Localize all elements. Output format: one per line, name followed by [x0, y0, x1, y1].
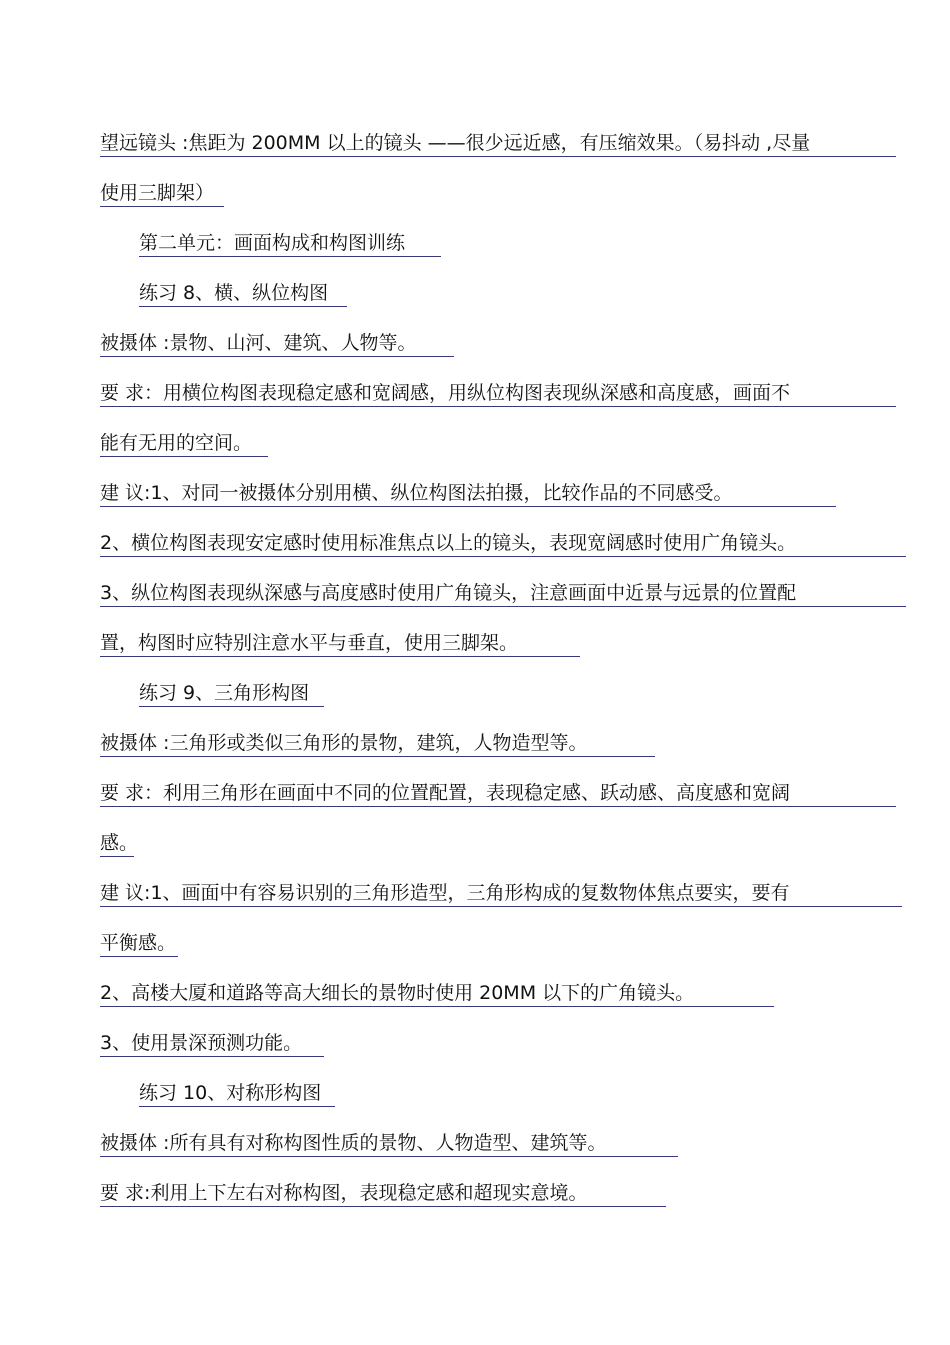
- text-line: 要 求：用横位构图表现稳定感和宽阔感，用纵位构图表现纵深感和高度感，画面不: [100, 380, 896, 407]
- text-line: 被摄体 :三角形或类似三角形的景物，建筑，人物造型等。: [100, 730, 655, 757]
- text-line: 能有无用的空间。: [100, 430, 268, 457]
- text-line: 3、纵位构图表现纵深感与高度感时使用广角镜头，注意画面中近景与远景的位置配: [100, 580, 906, 607]
- text-line: 建 议:1、画面中有容易识别的三角形造型，三角形构成的复数物体焦点要实，要有: [100, 880, 902, 907]
- text-line: 2、横位构图表现安定感时使用标准焦点以上的镜头，表现宽阔感时使用广角镜头。: [100, 530, 906, 557]
- text-line: 要 求：利用三角形在画面中不同的位置配置，表现稳定感、跃动感、高度感和宽阔: [100, 780, 896, 807]
- text-line: 使用三脚架）: [100, 180, 224, 207]
- text-line: 被摄体 :所有具有对称构图性质的景物、人物造型、建筑等。: [100, 1130, 678, 1157]
- section-heading-line: 练习 8、横、纵位构图: [139, 280, 347, 307]
- text-line: 3、使用景深预测功能。: [100, 1030, 324, 1057]
- text-line: 置，构图时应特别注意水平与垂直，使用三脚架。: [100, 630, 580, 657]
- section-heading-line: 第二单元：画面构成和构图训练: [139, 230, 441, 257]
- text-line: 感。: [100, 830, 134, 857]
- text-line: 平衡感。: [100, 930, 178, 957]
- section-heading-line: 练习 10、对称形构图: [139, 1080, 335, 1107]
- text-line: 要 求:利用上下左右对称构图，表现稳定感和超现实意境。: [100, 1180, 666, 1207]
- section-heading-line: 练习 9、三角形构图: [139, 680, 324, 707]
- text-line: 建 议:1、对同一被摄体分别用横、纵位构图法拍摄，比较作品的不同感受。: [100, 480, 836, 507]
- text-line: 被摄体 :景物、山河、建筑、人物等。: [100, 330, 454, 357]
- text-line: 2、高楼大厦和道路等高大细长的景物时使用 20MM 以下的广角镜头。: [100, 980, 774, 1007]
- text-line: 望远镜头 :焦距为 200MM 以上的镜头 ——很少远近感，有压缩效果。（易抖动 ,尽量: [100, 130, 896, 157]
